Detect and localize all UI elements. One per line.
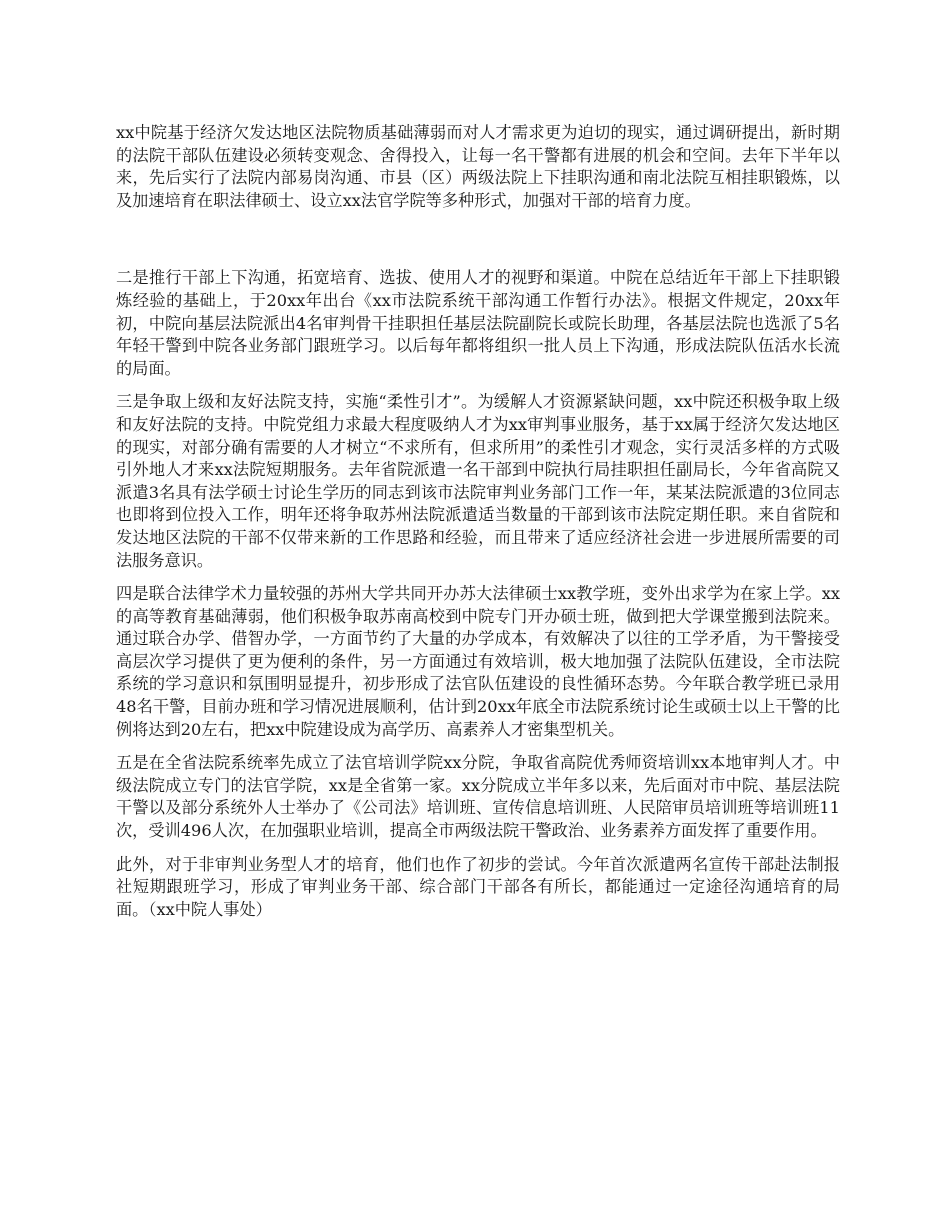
document-body: [116, 122, 840, 932]
paragraph-intro: xx中院基于经济欠发达地区法院物质基础薄弱而对人才需求更为迫切的现实，通过调研提出，新时期的法院干部队伍建设必须转变观念、舍得投入，让每一名干警都有进展的机会和空间。去年下半年以来，先后实行了法院内部易岗沟通、市县（区）两级法院上下挂职沟通和南北法院互相挂职锻炼，以及加速培育在职法律硕士、设立xx法官学院等多种形式，加强对干部的培育力度。: [116, 123, 840, 210]
paragraph-point-four: 四是联合法律学术力量较强的苏州大学共同开办苏大法律硕士xx教学班，变外出求学为在家上学。xx的高等教育基础薄弱，他们积极争取苏南高校到中院专门开办硕士班，做到把大学课堂搬到法院来。通过联合办学、借智办学，一方面节约了大量的办学成本，有效解决了以往的工学矛盾，为干警接受高层次学习提供了更为便利的条件，另一方面通过有效培训，极大地加强了法院队伍建设，全市法院系统的学习意识和氛围明显提升，初步形成了法官队伍建设的良性循环态势。今年联合教学班已录用48名干警，目前办班和学习情况进展顺利，估计到20xx年底全市法院系统讨论生或硕士以上干警的比例将达到20左右，把xx中院建设成为高学历、高素养人才密集型机关。: [116, 584, 840, 739]
paragraph-closing: 此外，对于非审判业务型人才的培育，他们也作了初步的尝试。今年首次派遣两名宣传干部赴法制报社短期跟班学习，形成了审判业务干部、综合部门干部各有所长，都能通过一定途径沟通培育的局面。（xx中院人事处）: [116, 854, 840, 919]
paragraph-point-two: 二是推行干部上下沟通，拓宽培育、选拔、使用人才的视野和渠道。中院在总结近年干部上下挂职锻炼经验的基础上，于20xx年出台《xx市法院系统干部沟通工作暂行办法》。根据文件规定，20xx年初，中院向基层法院派出4名审判骨干挂职担任基层法院副院长或院长助理，各基层法院也选派了5名年轻干警到中院各业务部门跟班学习。以后每年都将组织一批人员上下沟通，形成法院队伍活水长流的局面。: [116, 268, 840, 378]
paragraph-point-three: 三是争取上级和友好法院支持，实施“柔性引才”。为缓解人才资源紧缺问题，xx中院还积极争取上级和友好法院的支持。中院党组力求最大程度吸纳人才为xx审判事业服务，基于xx属于经济欠发达地区的现实，对部分确有需要的人才树立“不求所有，但求所用”的柔性引才观念，实行灵活多样的方式吸引外地人才来xx法院短期服务。去年省院派遣一名干部到中院执行局挂职担任副局长，今年省高院又派遣3名具有法学硕士讨论生学历的同志到该市法院审判业务部门工作一年，某某法院派遣的3位同志也即将到位投入工作，明年还将争取苏州法院派遣适当数量的干部到该市法院定期任职。来自省院和发达地区法院的干部不仅带来新的工作思路和经验，而且带来了适应经济社会进一步进展所需要的司法服务意识。: [116, 392, 840, 570]
paragraph-point-five: 五是在全省法院系统率先成立了法官培训学院xx分院，争取省高院优秀师资培训xx本地审判人才。中级法院成立专门的法官学院，xx是全省第一家。xx分院成立半年多以来，先后面对市中院、基层法院干警以及部分系统外人士举办了《公司法》培训班、宣传信息培训班、人民陪审员培训班等培训班11次，受训496人次，在加强职业培训，提高全市两级法院干警政治、业务素养方面发挥了重要作用。: [116, 753, 840, 841]
